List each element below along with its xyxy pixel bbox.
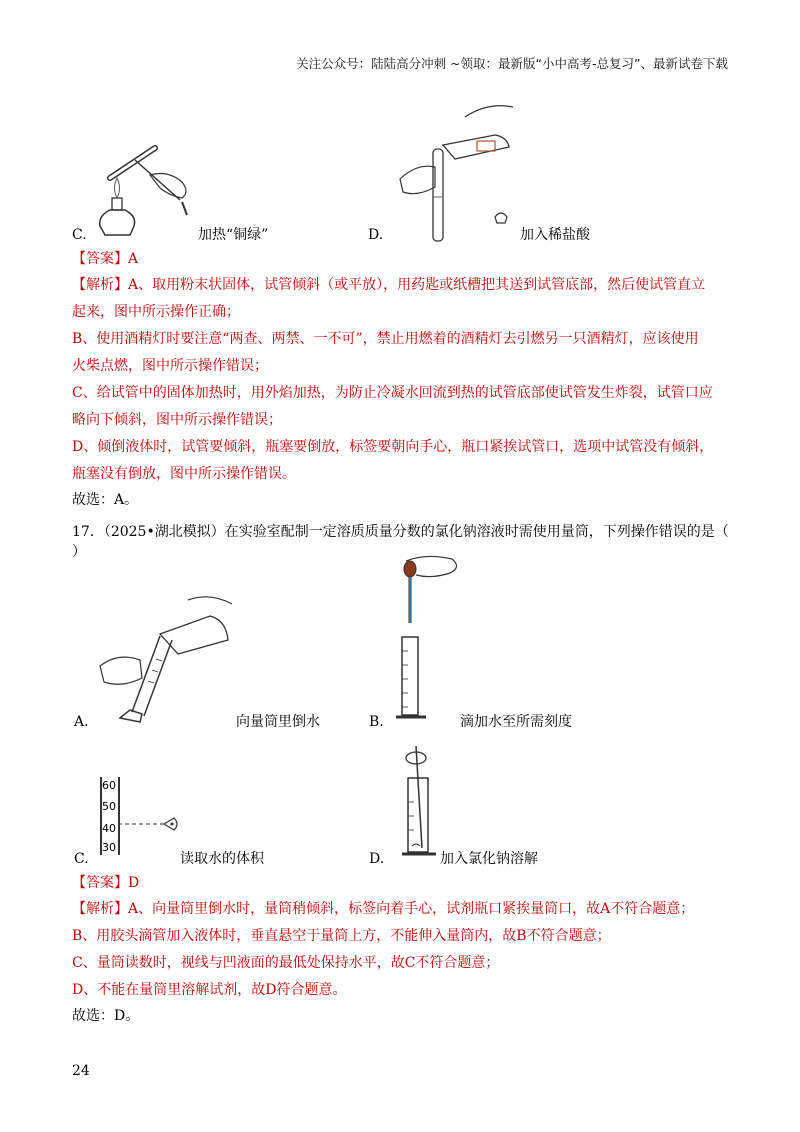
heating-copper-illustration xyxy=(90,140,200,240)
q16-analysis-line: 起来，图中所示操作正确； xyxy=(72,304,240,320)
q16-analysis-line: C、给试管中的固体加热时，用外焰加热，为防止冷凝水回流到热的试管底部使试管发生炸裂，试管口应 xyxy=(72,385,713,401)
q16-analysis-line: 瓶塞没有倒放，图中所示操作错误。 xyxy=(72,466,296,482)
q17-option-a-letter: A. xyxy=(74,714,89,730)
q17-option-d-caption: 加入氯化钠溶解 xyxy=(440,851,538,867)
scale-label: 60 xyxy=(102,779,116,792)
q17-option-a-caption: 向量筒里倒水 xyxy=(236,714,320,730)
q17-option-c-caption: 读取水的体积 xyxy=(180,851,264,867)
q17-option-d-letter: D. xyxy=(369,851,385,867)
q17-analysis-line: C、量筒读数时，视线与凹液面的最低处保持水平，故C不符合题意； xyxy=(72,955,500,971)
scale-label: 40 xyxy=(102,822,116,835)
q16-analysis-line: 略向下倾斜，图中所示操作错误； xyxy=(72,412,282,428)
q16-option-d-letter: D. xyxy=(368,227,384,243)
q16-option-c-letter: C. xyxy=(72,227,87,243)
q16-analysis-line: D、倾倒液体时，试管要倾斜，瓶塞要倒放，标签要朝向手心，瓶口紧挨试管口，选项中试管没有倾斜， xyxy=(72,439,714,455)
q16-conclusion: 故选：A。 xyxy=(72,492,139,508)
q17-answer: 【答案】D xyxy=(72,875,140,891)
eye-sightline-icon xyxy=(116,814,182,834)
page-header: 关注公众号：陆陆高分冲刺 ~领取：最新版“小中高考-总复习”、最新试卷下载 xyxy=(296,56,728,71)
q17-analysis-line: D、不能在量筒里溶解试剂，故D符合题意。 xyxy=(72,982,347,998)
q17-option-b-caption: 滴加水至所需刻度 xyxy=(460,714,572,730)
q16-option-d-caption: 加入稀盐酸 xyxy=(520,227,590,243)
q16-option-c-caption: 加热“铜绿” xyxy=(198,227,269,243)
q16-analysis-line: B、使用酒精灯时要注意“两查、两禁、一不可”，禁止用燃着的酒精灯去引燃另一只酒精灯，应该使用 xyxy=(72,331,699,347)
scale-label: 30 xyxy=(102,841,116,854)
q17-option-c-letter: C. xyxy=(74,851,89,867)
q16-answer: 【答案】A xyxy=(72,251,139,267)
q17-stem-continuation: ） xyxy=(72,544,86,560)
q17-stem: 17．（2025•湖北模拟）在实验室配制一定溶质质量分数的氯化钠溶液时需使用量筒，下列操作错误的是（ xyxy=(72,524,729,540)
q17-conclusion: 故选：D。 xyxy=(72,1008,140,1024)
adding-acid-illustration xyxy=(395,97,520,245)
q17-option-b-letter: B. xyxy=(369,714,384,730)
page-number: 24 xyxy=(72,1063,90,1079)
pouring-water-illustration xyxy=(98,596,236,724)
q16-analysis-line: 【解析】A、取用粉末状固体，试管倾斜（或平放），用药匙或纸槽把其送到试管底部，然后使试管直立 xyxy=(72,277,706,293)
q17-analysis-line: B、用胶头滴管加入液体时，垂直悬空于量筒上方，不能伸入量筒内，故B不符合题意； xyxy=(72,928,611,944)
q17-analysis-line: 【解析】A、向量筒里倒水时，量筒稍倾斜，标签向着手心，试剂瓶口紧挨量筒口，故A不符合题意； xyxy=(72,901,695,917)
q16-analysis-line: 火柴点燃，图中所示操作错误； xyxy=(72,358,268,374)
dropper-cylinder-illustration xyxy=(392,551,466,727)
scale-label: 50 xyxy=(102,800,116,813)
dissolving-salt-illustration xyxy=(398,742,448,862)
